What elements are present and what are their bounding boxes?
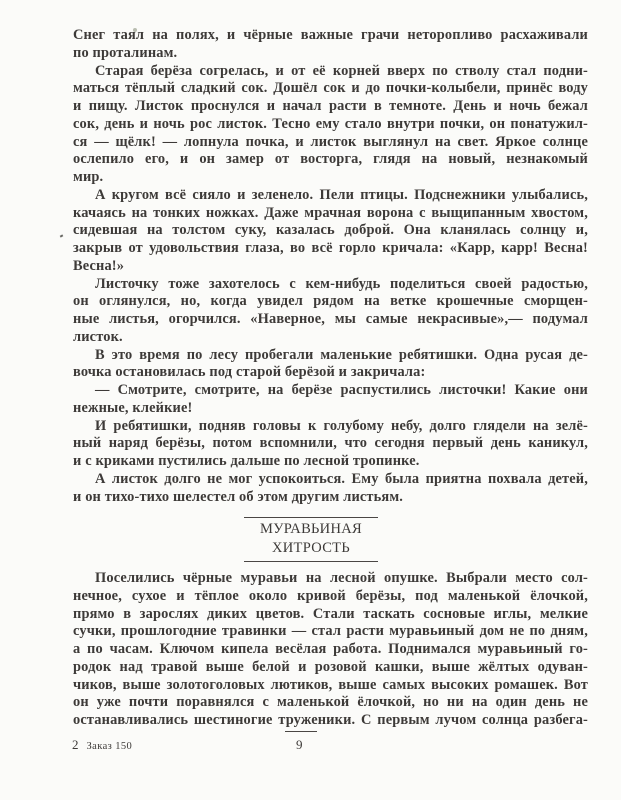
text-line: сок, день и ночь рос листок. Тесно ему стало внутри почки, он понатужил- [73, 115, 588, 132]
text-line: по проталинам. [73, 44, 178, 61]
text-line: Листочку тоже захотелось с кем-нибудь поделиться своей радостью, [95, 275, 588, 292]
text-line: ослепило его, и он замер от восторга, глядя на новый, незнакомый [73, 151, 588, 168]
text-line: мир. [73, 169, 104, 185]
text-line: листок. [73, 328, 123, 345]
text-line: останавливались шестиногие труженики. С первым лучом солнца разбега- [73, 712, 588, 728]
text-line: Весна!» [73, 257, 125, 274]
text-line: а по часам. Ключом кипела весёлая работа. Поднимался муравьиный го- [73, 641, 588, 657]
text-line: ный наряд берёзы, потом вспомнили, что сегодня первый день каникул, [73, 435, 588, 452]
signature-number: 2 [72, 737, 79, 752]
text-line: и с криками пустились дальше по лесной тропинке. [73, 453, 420, 469]
text-line: маться тёплый сладкий сок. Дошёл сок и до почки-колыбели, принёс воду [73, 80, 588, 97]
text-line: сучки, прошлогодние травинки — стал расти муравьиный дом не по дням, [73, 623, 588, 640]
text-line: родок над травой выше белой и розовой кашки, выше жёлтых одуван- [73, 658, 588, 675]
text-line: нежные, клейкие! [73, 399, 193, 416]
text-line: ные листья, огорчился. «Наверное, мы самые некрасивые»,— подумал [73, 311, 588, 327]
text-line: Снег таял на полях, и чёрные важные грачи неторопливо расхаживали [73, 27, 588, 43]
text-line: сидевшая на толстом суку, казалась доброй. Она кланялась солнцу и, [73, 222, 588, 239]
text-line: ся — щёлк! — лопнула почка, и листок выглянул на свет. Яркое солнце [73, 133, 588, 150]
chapter-title [244, 517, 378, 562]
text-line: закрыв от удовольствия глаза, во всё горло кричала: «Карр, карр! Весна! [73, 240, 588, 256]
text-line: чиков, выше золотоголовых лютиков, выше самых высоких ромашек. Вот [73, 676, 588, 693]
text-line: и он тихо-тихо шелестел об этом другим листьям. [73, 488, 404, 505]
page-number: 9 [296, 737, 303, 752]
text-line: нечное, сухое и тёплое около кривой берёзы, под маленькой ёлочкой, [73, 587, 588, 604]
text-line: В это время по лесу пробегали маленькие ребятишки. Одна русая де- [95, 346, 588, 363]
text-line: он уже почти поравнялся с маленькой ёлочкой, но ни на один день не [73, 694, 588, 711]
text-line: он оглянулся, но, когда увидел рядом на ветке крошечные сморщен- [73, 293, 588, 310]
chapter-title-line-2: ХИТРОСТЬ [272, 540, 350, 556]
text-line: качаясь на тонких ножках. Даже мрачная ворона с выщипанным хвостом, [73, 204, 588, 221]
text-line: А кругом всё сияло и зеленело. Пели птицы. Подснежники улыбались, [95, 186, 588, 203]
printer-signature [72, 737, 132, 753]
chapter-title-line-1: МУРАВЬИНАЯ [260, 521, 362, 537]
story-text-ants [73, 570, 588, 730]
text-line: А листок долго не мог успокоиться. Ему была приятна похвала детей, [95, 470, 588, 487]
text-line: вочка остановилась под старой берёзой и закричала: [73, 364, 426, 381]
margin-mark [60, 234, 64, 237]
text-line: Старая берёза согрелась, и от её корней вверх по стволу стал подни- [95, 62, 588, 79]
text-line: и пищу. Листок проснулся и начал расти в темноте. День и ночь бежал [73, 98, 588, 114]
text-line: Поселились чёрные муравьи на лесной опушке. Выбрали место сол- [95, 570, 588, 586]
text-line: прямо в зарослях диких цветов. Стали таскать сосновые иглы, мелкие [73, 605, 588, 622]
text-line: И ребятишки, подняв головы к голубому небу, долго глядели на зелё- [95, 417, 588, 434]
story-text-leaf [73, 27, 588, 506]
order-label: Заказ 150 [86, 741, 133, 752]
text-line: — Смотрите, смотрите, на берёзе распустились листочки! Какие они [95, 382, 588, 398]
footer-rule [285, 731, 317, 732]
